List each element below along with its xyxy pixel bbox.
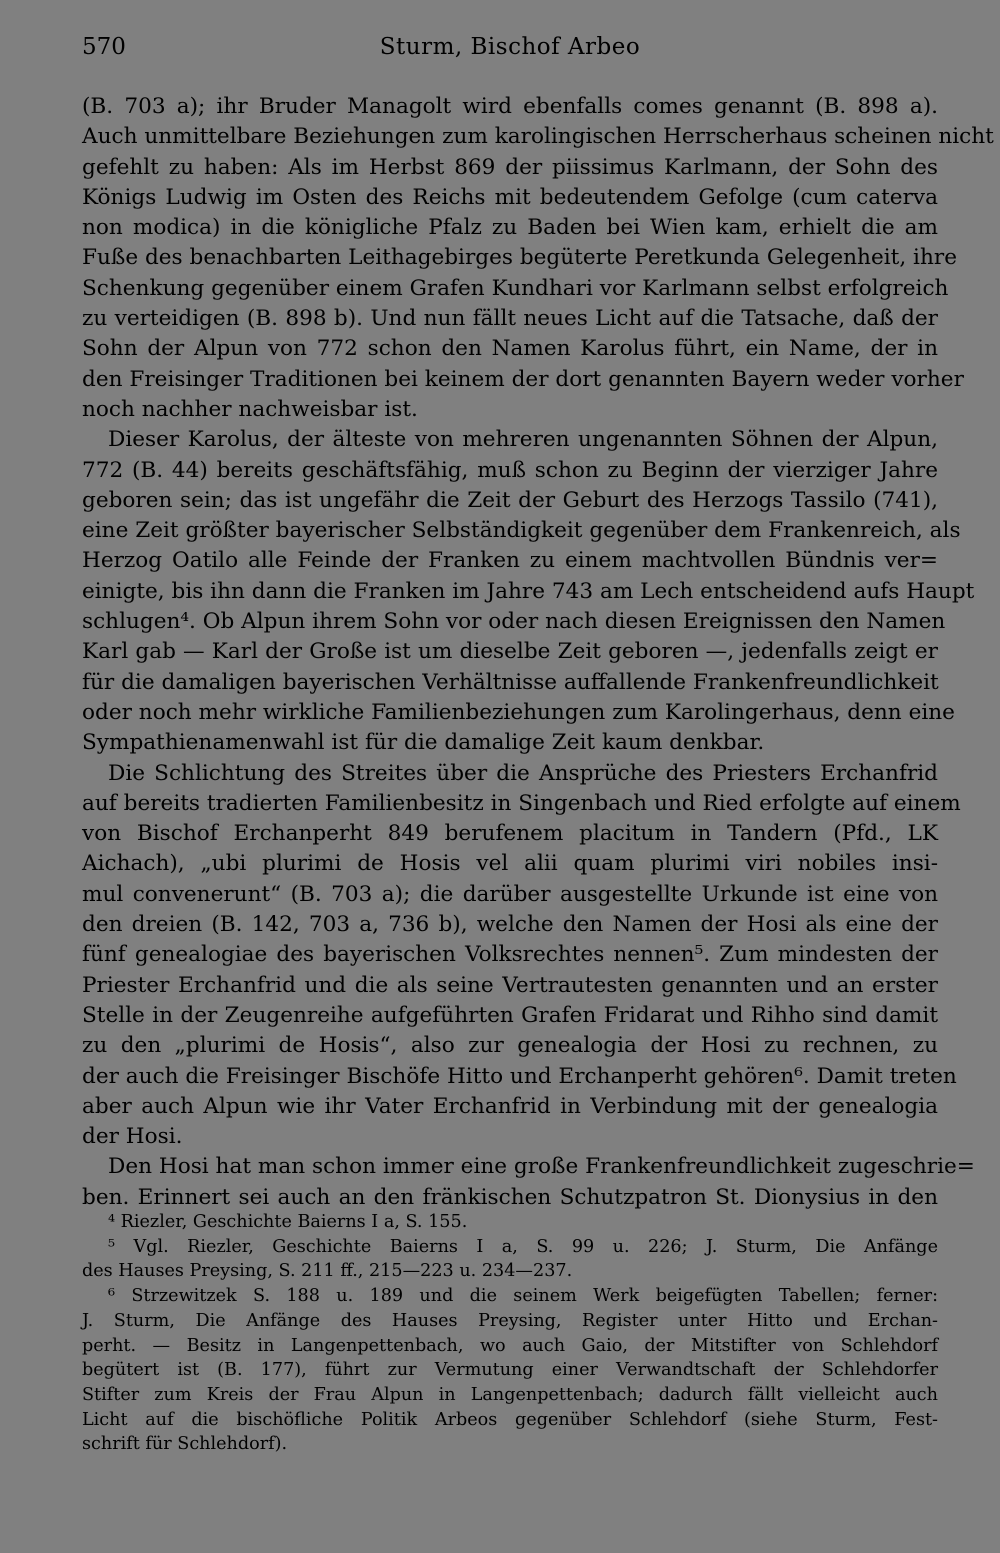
- paragraph-hosi: [82, 1152, 975, 1213]
- footnote-line: J. Sturm, Die Anfänge des Hauses Preysing, Register unter Hitto und Erchan-: [82, 1310, 938, 1331]
- text-line: einigte, bis ihn dann die Franken im Jahre 743 am Lech entscheidend aufs Haupt: [82, 578, 975, 604]
- text-line: aber auch Alpun wie ihr Vater Erchanfrid in Verbindung mit der genealogia: [82, 1093, 938, 1119]
- text-line: Schenkung gegenüber einem Grafen Kundhari vor Karlmann selbst erfolgreich: [82, 275, 949, 301]
- text-line: auf bereits tradierten Familienbesitz in Singenbach und Ried erfolgte auf einem: [82, 790, 961, 816]
- text-line: ben. Erinnert sei auch an den fränkischen Schutzpatron St. Dionysius in den: [82, 1184, 938, 1210]
- footnote-6: [82, 1284, 938, 1457]
- text-line: mul convenerunt“ (B. 703 a); die darüber ausgestellte Urkunde ist eine von: [82, 881, 938, 907]
- footnote-line: ⁵ Vgl. Riezler, Geschichte Baierns I a, S. 99 u. 226; J. Sturm, Die Anfänge: [108, 1236, 938, 1257]
- text-line: zu verteidigen (B. 898 b). Und nun fällt neues Licht auf die Tatsache, daß der: [82, 306, 938, 332]
- text-line: Karl gab — Karl der Große ist um dieselbe Zeit geboren —, jedenfalls zeigt er: [82, 639, 938, 665]
- text-line: Auch unmittelbare Beziehungen zum karolingischen Herrscherhaus scheinen nicht: [82, 124, 994, 150]
- footnote-line: ⁴ Riezler, Geschichte Baierns I a, S. 155.: [108, 1212, 468, 1232]
- text-line: Priester Erchanfrid und die als seine Vertrautesten genannten und an erster: [82, 972, 938, 998]
- text-line: Fuße des benachbarten Leithagebirges begüterte Peretkunda Gelegenheit, ihre: [82, 245, 957, 271]
- text-line: (B. 703 a); ihr Bruder Managolt wird ebenfalls comes genannt (B. 898 a).: [82, 94, 938, 119]
- text-line: von Bischof Erchanperht 849 berufenem placitum in Tandern (Pfd., LK: [82, 821, 938, 847]
- footnote-line: Stifter zum Kreis der Frau Alpun in Langenpettenbach; dadurch fällt vielleicht auch: [82, 1384, 938, 1405]
- page-number: 570: [82, 34, 126, 60]
- text-line: oder noch mehr wirkliche Familienbeziehungen zum Karolingerhaus, denn eine: [82, 699, 955, 725]
- text-line: den Freisinger Traditionen bei keinem der dort genannten Bayern weder vorher: [82, 366, 964, 392]
- text-line: Sympathienamenwahl ist für die damalige Zeit kaum denkbar.: [82, 730, 765, 756]
- text-line: Königs Ludwig im Osten des Reichs mit bedeutendem Gefolge (cum caterva: [82, 184, 938, 210]
- paragraph-continuation: [82, 92, 994, 425]
- paragraph-schlichtung: [82, 759, 961, 1153]
- text-line: noch nachher nachweisbar ist.: [82, 396, 418, 422]
- text-line: Die Schlichtung des Streites über die Ansprüche des Priesters Erchanfrid: [108, 760, 938, 786]
- text-line: Den Hosi hat man schon immer eine große Frankenfreundlichkeit zugeschrie=: [108, 1154, 975, 1180]
- text-line: fünf genealogiae des bayerischen Volksrechtes nennen⁵. Zum mindesten der: [82, 942, 938, 968]
- paragraph-karolus: [82, 425, 975, 758]
- text-line: der Hosi.: [82, 1124, 183, 1150]
- text-line: für die damaligen bayerischen Verhältnisse auffallende Frankenfreundlichkeit: [82, 669, 939, 695]
- footnote-line: des Hauses Preysing, S. 211 ff., 215—223 u. 234—237.: [82, 1261, 573, 1282]
- text-line: Herzog Oatilo alle Feinde der Franken zu einem machtvollen Bündnis ver=: [82, 548, 938, 574]
- footnote-line: Licht auf die bischöfliche Politik Arbeos gegenüber Schlehdorf (siehe Sturm, Fest-: [82, 1409, 938, 1430]
- text-line: gefehlt zu haben: Als im Herbst 869 der piissimus Karlmann, der Sohn des: [82, 154, 938, 180]
- text-line: Stelle in der Zeugenreihe aufgeführten Grafen Fridarat und Rihho sind damit: [82, 1002, 938, 1028]
- text-line: non modica) in die königliche Pfalz zu Baden bei Wien kam, erhielt die am: [82, 215, 938, 241]
- main-text: [82, 92, 994, 1213]
- text-line: eine Zeit größter bayerischer Selbständigkeit gegenüber dem Frankenreich, als: [82, 518, 961, 544]
- text-line: Dieser Karolus, der älteste von mehreren ungenannten Söhnen der Alpun,: [108, 427, 938, 453]
- footnote-line: perht. — Besitz in Langenpettenbach, wo auch Gaio, der Mitstifter von Schlehdorf: [82, 1335, 938, 1356]
- footnote-5: [82, 1235, 938, 1284]
- footnotes: [82, 1210, 938, 1457]
- running-title: Sturm, Bischof Arbeo: [379, 34, 641, 60]
- text-line: Sohn der Alpun von 772 schon den Namen Karolus führt, ein Name, der in: [82, 336, 938, 362]
- text-line: zu den „plurimi de Hosis“, also zur genealogia der Hosi zu rechnen, zu: [82, 1033, 938, 1059]
- text-line: 772 (B. 44) bereits geschäftsfähig, muß schon zu Beginn der vierziger Jahre: [82, 457, 938, 483]
- text-line: schlugen⁴. Ob Alpun ihrem Sohn vor oder nach diesen Ereignissen den Namen: [82, 609, 946, 635]
- text-line: Aichach), „ubi plurimi de Hosis vel alii quam plurimi viri nobiles insi-: [82, 851, 938, 877]
- footnote-4: [82, 1210, 938, 1235]
- text-line: geboren sein; das ist ungefähr die Zeit der Geburt des Herzogs Tassilo (741),: [82, 487, 938, 513]
- text-line: den dreien (B. 142, 703 a, 736 b), welche den Namen der Hosi als eine der: [82, 912, 938, 938]
- text-line: der auch die Freisinger Bischöfe Hitto und Erchanperht gehören⁶. Damit treten: [82, 1063, 957, 1089]
- footnote-line: begütert ist (B. 177), führt zur Vermutung einer Verwandtschaft der Schlehdorfer: [82, 1360, 938, 1381]
- footnote-line: ⁶ Strzewitzek S. 188 u. 189 und die seinem Werk beigefügten Tabellen; ferner:: [108, 1286, 938, 1307]
- footnote-line: schrift für Schlehdorf).: [82, 1434, 288, 1455]
